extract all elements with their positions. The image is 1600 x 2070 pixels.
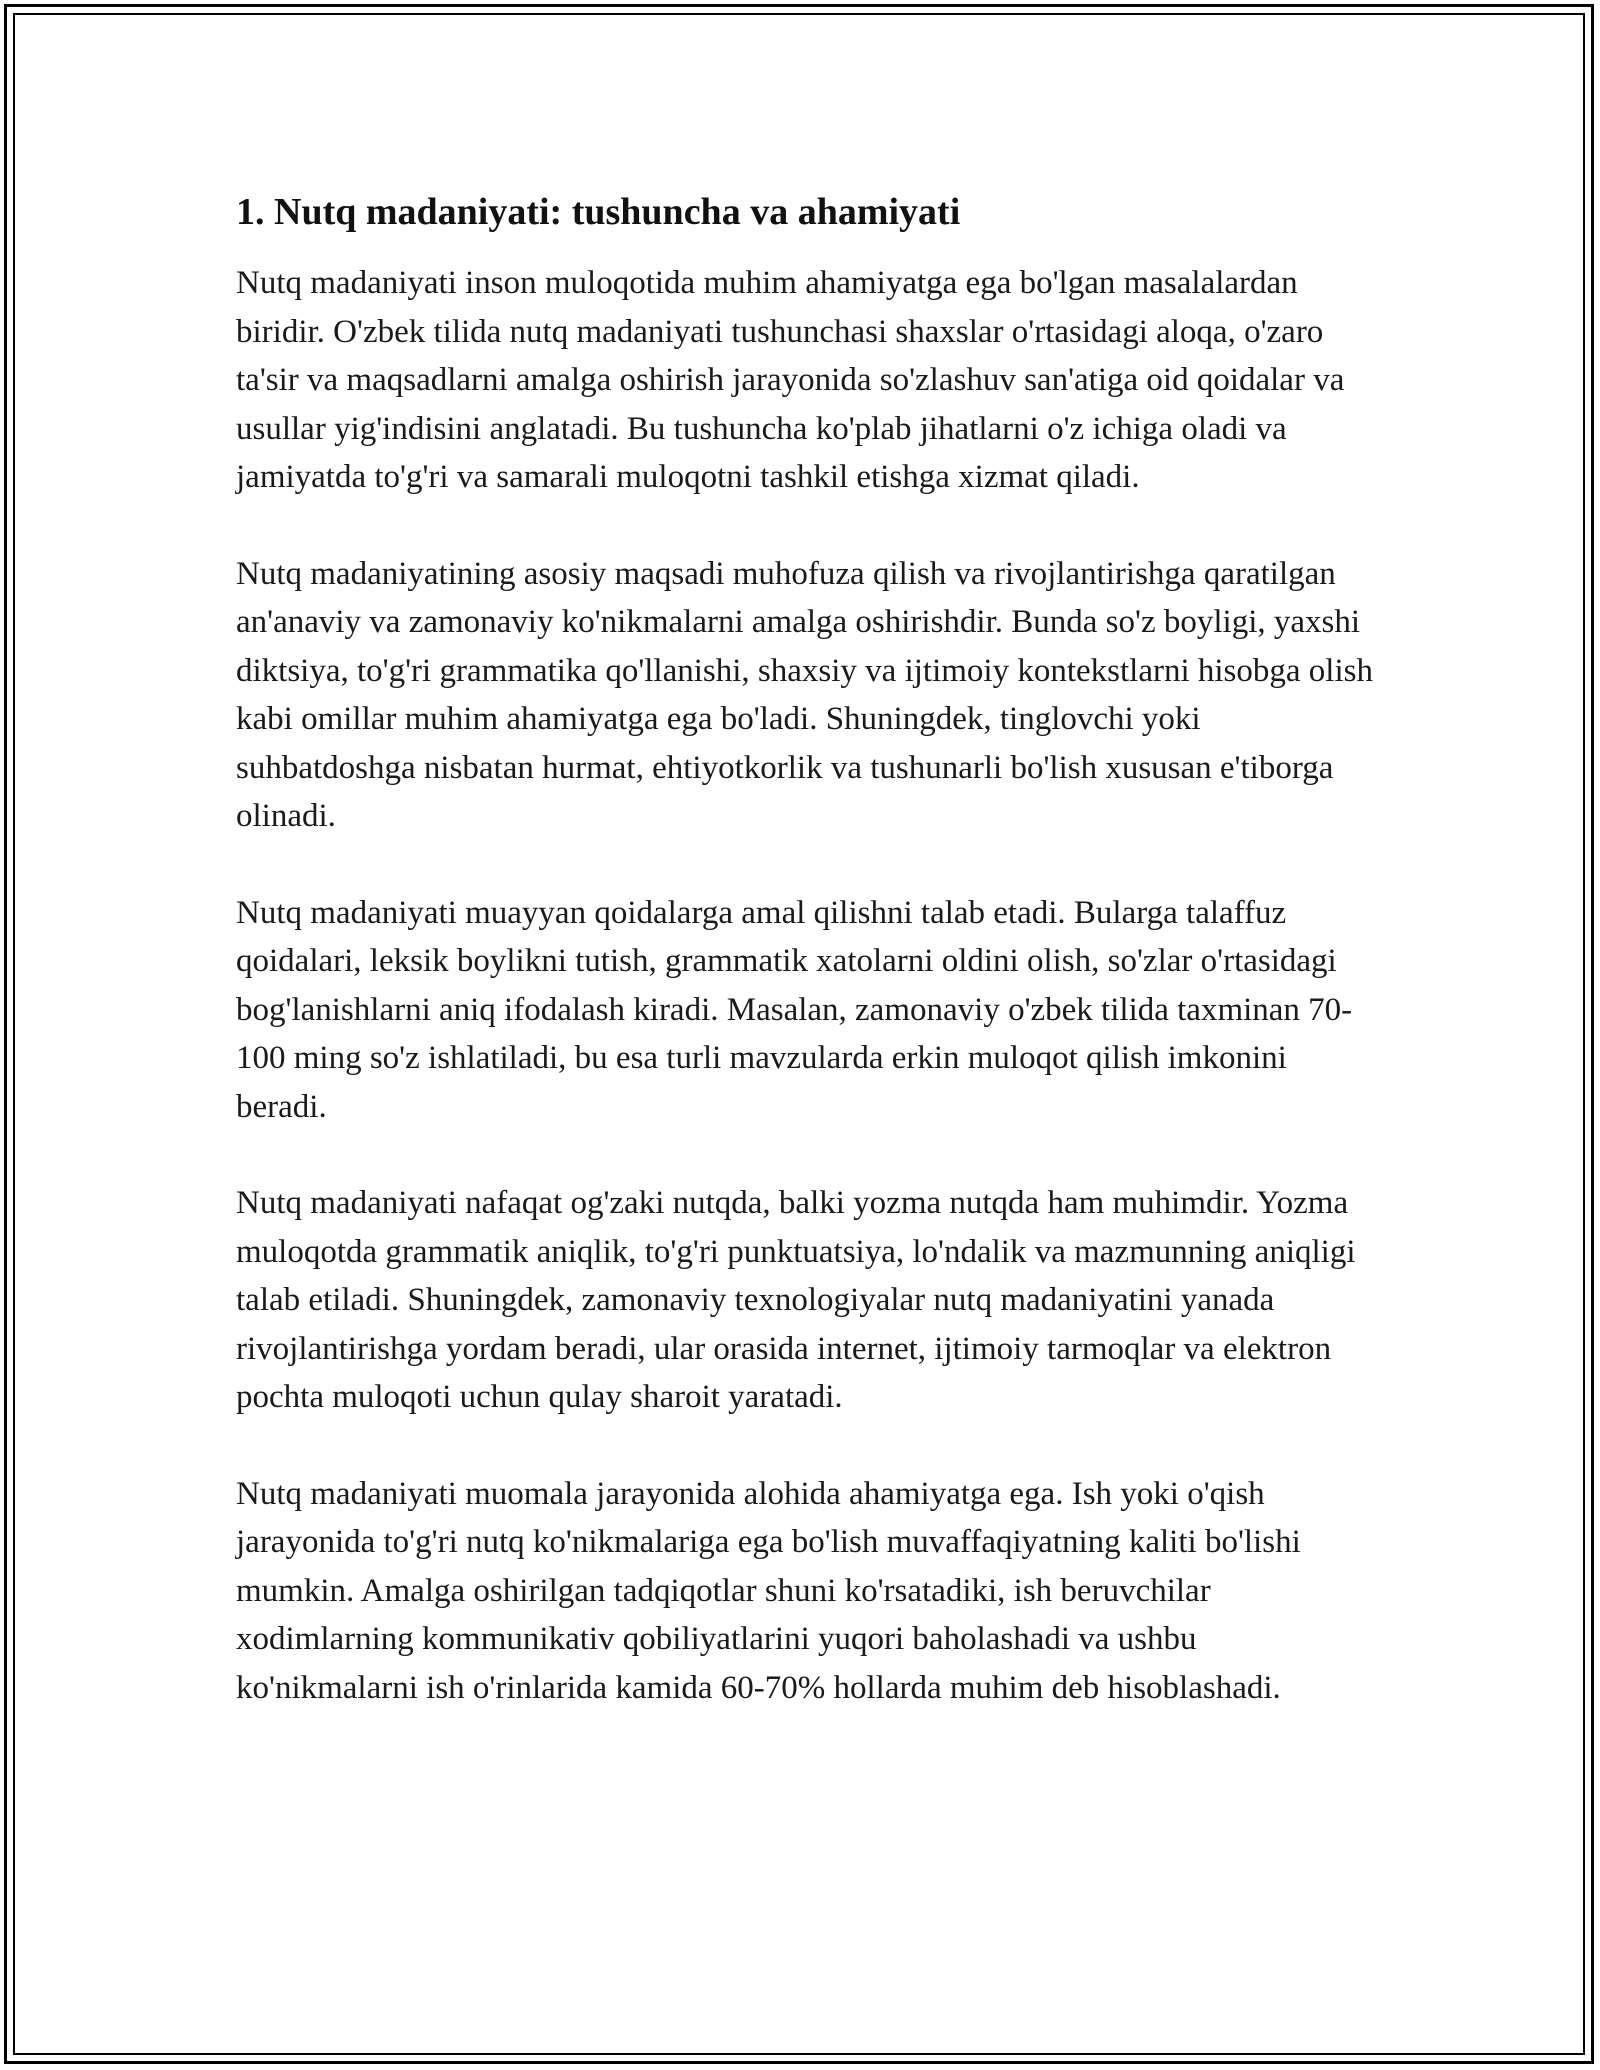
paragraph-2: Nutq madaniyatining asosiy maqsadi muhofuza qilish va rivojlantirishga qaratilgan an'anaviy va zamonaviy ko'nikmalarni amalga oshirishdir. Bunda so'z boyligi, yaxshi diktsiya, to'g'ri grammatika qo'llanishi, shaxsiy va ijtimoiy kontekstlarni hisobga olish kabi omillar muhim ahamiyatga ega bo'ladi. Shuningdek, tinglovchi yoki suhbatdoshga nisbatan hurmat, ehtiyotkorlik va tushunarli bo'lish xususan e'tiborga olinadi. <box>236 555 1373 834</box>
document-body <box>236 187 1376 1760</box>
paragraph-4: Nutq madaniyati nafaqat og'zaki nutqda, balki yozma nutqda ham muhimdir. Yozma muloqotda grammatik aniqlik, to'g'ri punktuatsiya, lo'ndalik va mazmunning aniqligi talab etiladi. Shuningdek, zamonaviy texnologiyalar nutq madaniyatini yanada rivojlantirishga yordam beradi, ular orasida internet, ijtimoiy tarmoqlar va elektron pochta muloqoti uchun qulay sharoit yaratadi. <box>236 1185 1356 1415</box>
section-title: 1. Nutq madaniyati: tushuncha va ahamiyati <box>236 191 961 233</box>
paragraph-1: Nutq madaniyati inson muloqotida muhim ahamiyatga ega bo'lgan masalalardan biridir. O'zbek tilida nutq madaniyati tushunchasi shaxslar o'rtasidagi aloqa, o'zaro ta'sir va maqsadlarni amalga oshirish jarayonida so'zlashuv san'atiga oid qoidalar va usullar yig'indisini anglatadi. Bu tushuncha ko'plab jihatlarni o'z ichiga oladi va jamiyatda to'g'ri va samarali muloqotni tashkil etishga xizmat qiladi. <box>236 265 1345 495</box>
paragraph-5: Nutq madaniyati muomala jarayonida alohida ahamiyatga ega. Ish yoki o'qish jarayonida to'g'ri nutq ko'nikmalariga ega bo'lish muvaffaqiyatning kaliti bo'lishi mumkin. Amalga oshirilgan tadqiqotlar shuni ko'rsatadiki, ish beruvchilar xodimlarning kommunikativ qobiliyatlarini yuqori baholashadi va ushbu ko'nikmalarni ish o'rinlarida kamida 60-70% hollarda muhim deb hisoblashadi. <box>236 1475 1301 1706</box>
paragraph-3: Nutq madaniyati muayyan qoidalarga amal qilishni talab etadi. Bularga talaffuz qoidalari, leksik boylikni tutish, grammatik xatolarni oldini olish, so'zlar o'rtasidagi bog'lanishlarni aniq ifodalash kiradi. Masalan, zamonaviy o'zbek tilida taxminan 70-100 ming so'z ishlatiladi, bu esa turli mavzularda erkin muloqot qilish imkonini beradi. <box>236 894 1353 1125</box>
